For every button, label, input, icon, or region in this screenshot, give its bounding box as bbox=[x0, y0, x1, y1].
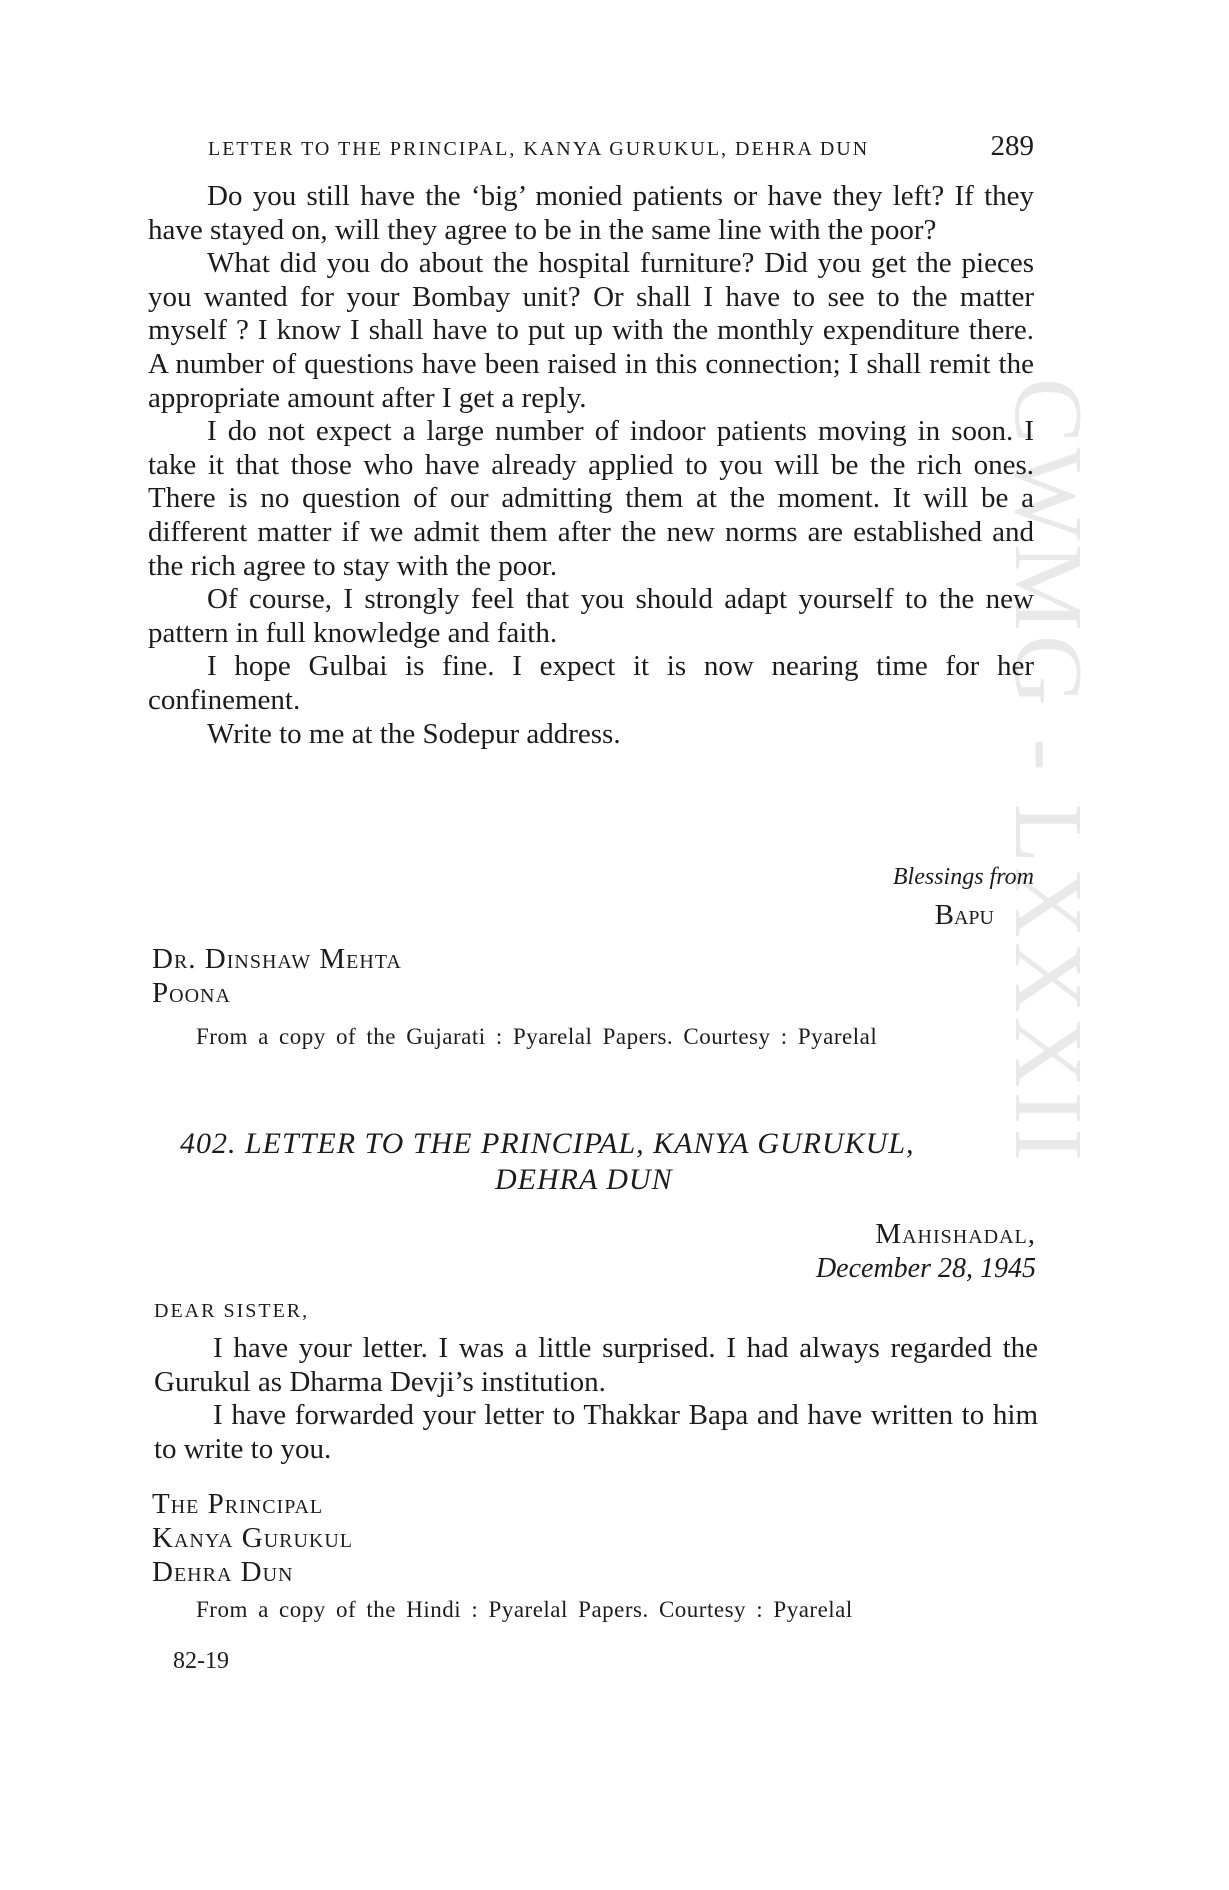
signature-mark: 82-19 bbox=[173, 1648, 229, 1674]
addressee-line: Poona bbox=[152, 977, 231, 1009]
page-number: 289 bbox=[990, 130, 1034, 162]
addressee-line: Dehra Dun bbox=[152, 1556, 294, 1588]
closing-blessings: Blessings from bbox=[892, 864, 1034, 890]
paragraph: Write to me at the Sodepur address. bbox=[207, 717, 621, 750]
paragraph: I have forwarded your letter to Thakkar Bapa and have written to him to write to you. bbox=[154, 1399, 1038, 1465]
signature: Bapu bbox=[934, 899, 994, 931]
source-note: From a copy of the Hindi : Pyarelal Papers. Courtesy : Pyarelal bbox=[196, 1597, 853, 1622]
addressee-line: Dr. Dinshaw Mehta bbox=[152, 943, 402, 975]
addressee-block bbox=[152, 1487, 353, 1589]
source-note: From a copy of the Gujarati : Pyarelal Papers. Courtesy : Pyarelal bbox=[196, 1024, 878, 1049]
paragraph: Of course, I strongly feel that you should adapt yourself to the new pattern in full knowledge and faith. bbox=[148, 583, 1034, 649]
watermark-text: CWMG - LXXXII bbox=[994, 378, 1102, 1165]
paragraph: Do you still have the ‘big’ monied patients or have they left? If they have stayed on, will they agree to be in the same line with the poor? bbox=[148, 180, 1034, 246]
salutation: DEAR SISTER, bbox=[154, 1300, 310, 1322]
running-header bbox=[208, 130, 1034, 170]
letter-2-body bbox=[154, 1332, 1038, 1466]
paragraph: What did you do about the hospital furniture? Did you get the pieces you wanted for your Bombay unit? Or shall I have to see to the matter myself ? I know I shall have to put up with the monthly expenditure there. A number of questions have been raised in this connection; I shall remit the appropriate amount after I get a reply. bbox=[148, 247, 1034, 414]
heading-line: 402. LETTER TO THE PRINCIPAL, KANYA GURUKUL, bbox=[180, 1127, 915, 1160]
running-title: LETTER TO THE PRINCIPAL, KANYA GURUKUL, DEHRA DUN bbox=[208, 138, 870, 160]
addressee-line: The Principal bbox=[152, 1488, 324, 1520]
addressee-line: Kanya Gurukul bbox=[152, 1522, 354, 1554]
heading-line: DEHRA DUN bbox=[495, 1163, 673, 1196]
paragraph: I do not expect a large number of indoor patients moving in soon. I take it that those who have already applied to you will be the rich ones. There is no question of our admitting them at the moment. It will be a different matter if we admit them after the new norms are established and the rich agree to stay with the poor. bbox=[148, 415, 1034, 582]
letter-place: Mahishadal, bbox=[875, 1218, 1036, 1250]
letter-date: December 28, 1945 bbox=[815, 1253, 1036, 1284]
paragraph: I hope Gulbai is fine. I expect it is now nearing time for her confinement. bbox=[148, 650, 1034, 716]
letter-1-body bbox=[148, 180, 1034, 751]
paragraph: I have your letter. I was a little surprised. I had always regarded the Gurukul as Dharma Devji’s institution. bbox=[154, 1332, 1038, 1398]
document-heading bbox=[180, 1126, 1040, 1198]
addressee-block bbox=[152, 942, 402, 1010]
